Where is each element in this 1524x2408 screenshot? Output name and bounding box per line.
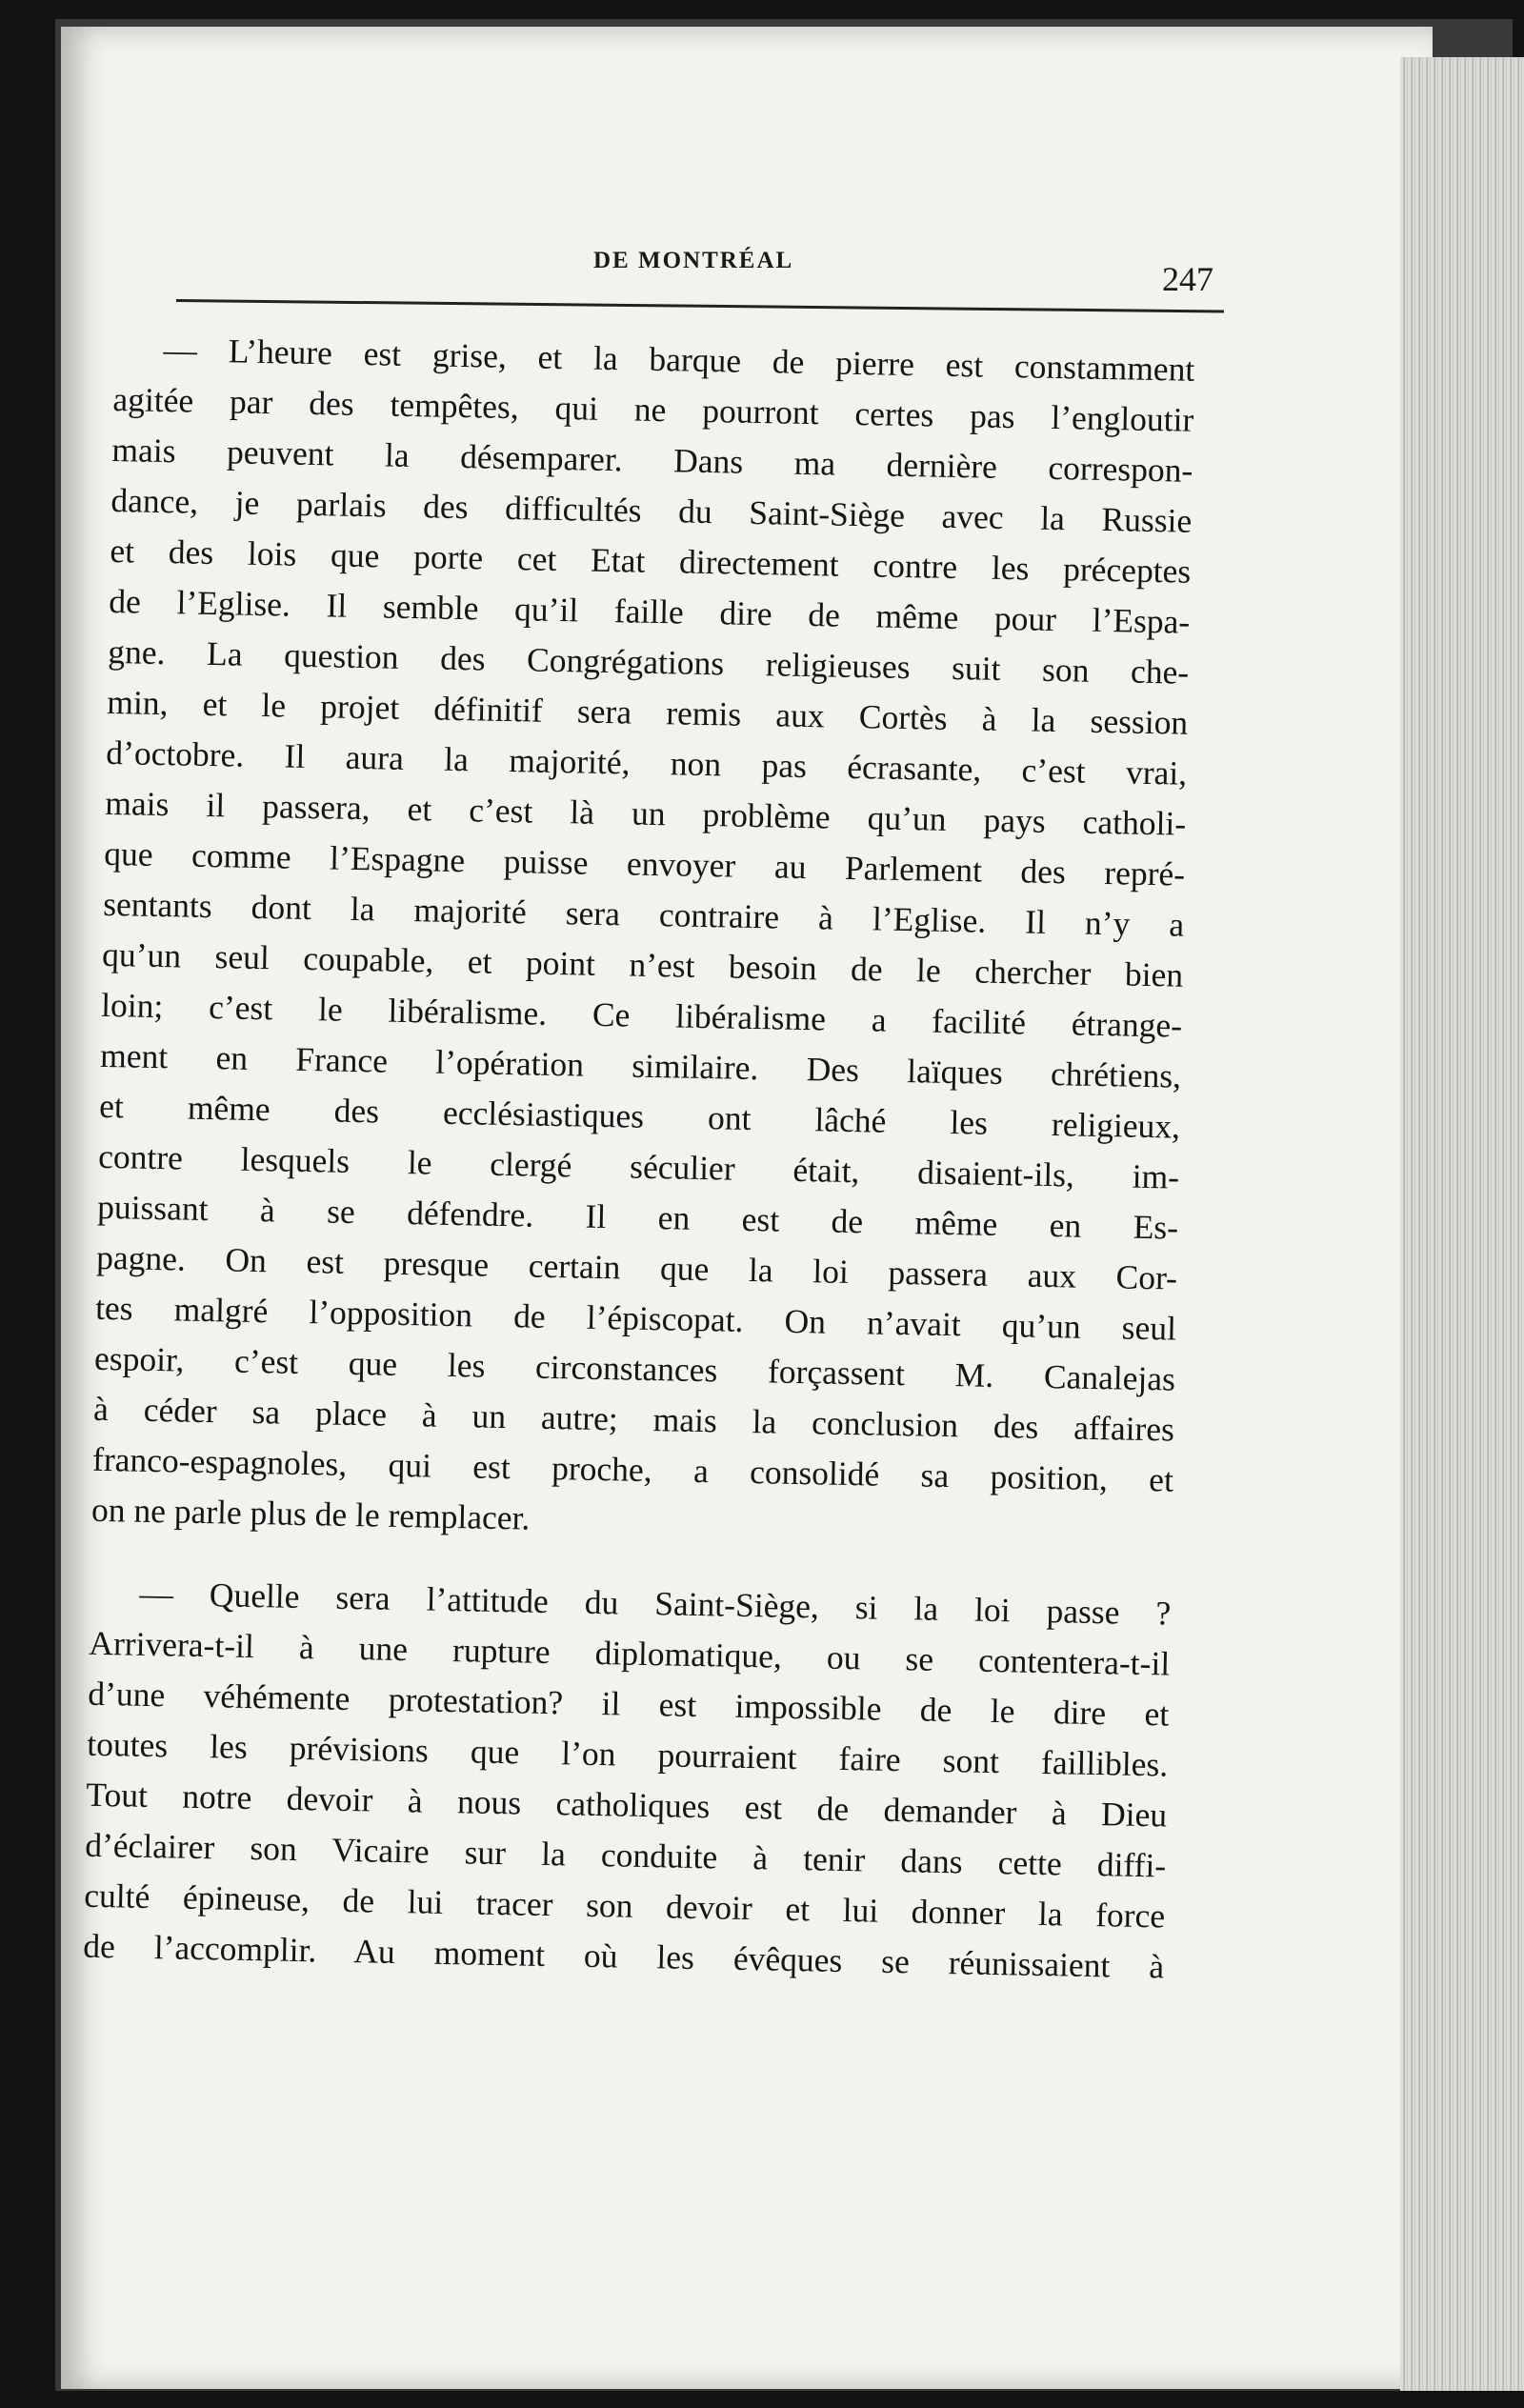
text-line: de l’Eglise. Il semble qu’il faille dire de même pour l’Espa- — [109, 581, 1191, 641]
text-line: tes malgré l’opposition de l’épiscopat. On n’avait qu’un seul — [94, 1288, 1177, 1348]
text-line: d’octobre. Il aura la majorité, non pas écrasante, c’est vrai, — [105, 732, 1188, 793]
text-line: min, et le projet définitif sera remis aux Cortès à la session — [106, 682, 1189, 742]
running-head: DE MONTRÉAL — [593, 248, 794, 273]
page-stack-edge — [1400, 57, 1524, 2391]
text-line: mais il passera, et c’est là un problème qu’un pays catholi- — [104, 783, 1187, 843]
text-line: franco-espagnoles, qui est proche, a consolidé sa position, et — [91, 1439, 1174, 1499]
text-line: pagne. On est presque certain que la loi passera aux Cor- — [95, 1237, 1178, 1297]
text-line: loin; c’est le libéralisme. Ce libéralisme a facilité étrange- — [100, 985, 1183, 1045]
text-line: gne. La question des Congrégations religieuses suit son che- — [108, 632, 1190, 692]
text-line: d’une véhémente protestation? il est impossible de le dire et — [88, 1674, 1170, 1734]
paragraph-1 — [91, 324, 1195, 1556]
text-line: et des lois que porte cet Etat directement contre les préceptes — [110, 531, 1192, 591]
text-line: puissant à se défendre. Il en est de même en Es- — [96, 1187, 1179, 1247]
text-line: espoir, c’est que les circonstances forçassent M. Canalejas — [93, 1338, 1176, 1398]
text-line: on ne parle plus de le remplacer. — [90, 1490, 531, 1537]
text-line: que comme l’Espagne puisse envoyer au Parlement des repré- — [103, 833, 1186, 893]
text-line: Arrivera-t-il à une rupture diplomatique, ou se contentera-t-il — [89, 1623, 1171, 1683]
page-header — [176, 240, 1224, 326]
text-line: culté épineuse, de lui tracer son devoir et lui donner la force — [83, 1876, 1166, 1936]
text-line: et même des ecclésiastiques ont lâché les religieux, — [98, 1086, 1181, 1146]
text-line: toutes les prévisions que l’on pourraient faire sont faillibles. — [86, 1724, 1169, 1784]
text-line: de l’accomplir. Au moment où les évêques se réunissaient à — [82, 1926, 1165, 1986]
text-line: d’éclairer son Vicaire sur la conduite à tenir dans cette diffi- — [84, 1825, 1167, 1885]
body-text — [83, 324, 1195, 1992]
text-line: Tout notre devoir à nous catholiques est de demander à Dieu — [85, 1775, 1168, 1835]
text-line: ment en France l’opération similaire. Des laïques chrétiens, — [99, 1035, 1182, 1095]
page-number: 247 — [1162, 260, 1213, 298]
text-line: agitée par des tempêtes, qui ne pourront certes pas l’engloutir — [112, 379, 1194, 439]
paragraph-2 — [83, 1568, 1172, 1993]
text-line: sentants dont la majorité sera contraire à l’Eglise. Il n’y a — [102, 884, 1185, 944]
text-line: mais peuvent la désemparer. Dans ma dernière correspon- — [111, 430, 1193, 490]
text-line: — L’heure est grise, et la barque de pierre est constamment — [163, 330, 1195, 389]
text-line: — Quelle sera l’attitude du Saint-Siège, si la loi passe ? — [139, 1574, 1172, 1633]
text-line: à céder sa place à un autre; mais la conclusion des affaires — [92, 1389, 1175, 1449]
text-line: qu’un seul coupable, et point n’est besoin de le chercher bien — [101, 934, 1184, 994]
text-line: dance, je parlais des difficultés du Saint-Siège avec la Russie — [110, 480, 1193, 540]
text-line: contre lesquels le clergé séculier était, disaient-ils, im- — [97, 1136, 1180, 1196]
header-rule — [176, 299, 1224, 313]
